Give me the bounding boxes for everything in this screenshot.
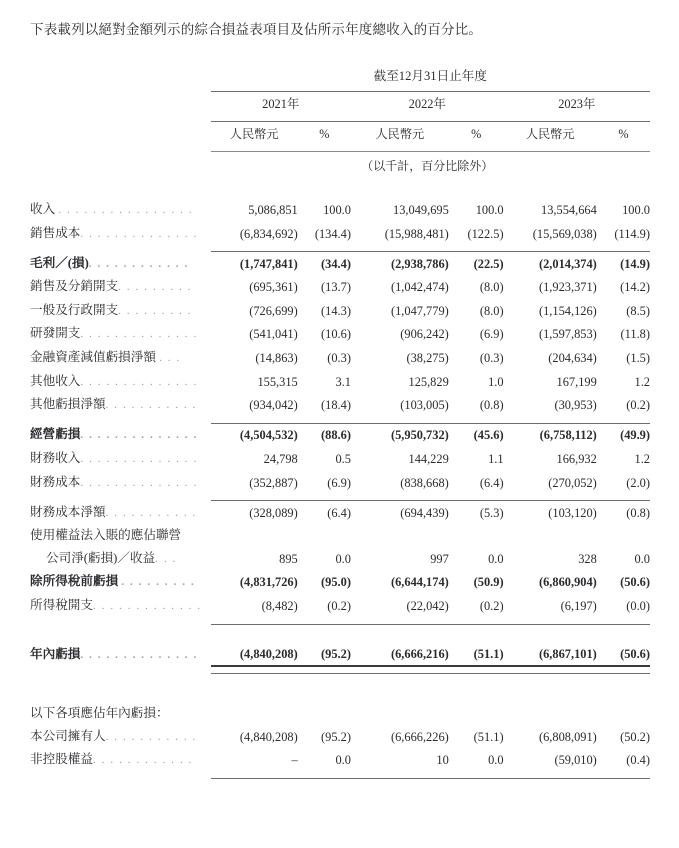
leader-dots: . . . . . . . . . . . . . .: [80, 648, 198, 661]
cell-2023-amount: (30,953): [554, 398, 597, 413]
cell-2023-pct: (8.5): [626, 303, 650, 318]
header-percent-2023: %: [618, 127, 629, 141]
leader-dots: . . .: [155, 552, 177, 565]
cell-2022-amount: (103,005): [400, 398, 449, 413]
cell-2022-amount: (2,938,786): [390, 256, 449, 271]
spacer: [30, 692, 650, 701]
cell-2021-amount: (352,887): [249, 475, 298, 490]
cell-2021-amount: 24,798: [263, 451, 298, 466]
cell-2023-pct: (49.9): [620, 428, 650, 443]
header-year-2021: 2021年: [262, 97, 300, 111]
cell-2021-pct: (95.0): [321, 575, 351, 590]
pre-total-gap: [30, 624, 650, 643]
row-label-owners-of-company: 本公司擁有人. . . . . . . . . . .: [30, 728, 197, 743]
cell-2021-amount: (695,361): [249, 280, 298, 295]
cell-2023-amount: (1,154,126): [538, 303, 597, 318]
cell-2023-amount: 328: [578, 551, 597, 566]
table-row: [30, 643, 650, 667]
row-label-general-admin: 一般及行政開支. . . . . . . . .: [30, 302, 193, 317]
row-label-non-controlling-interests: 非控股權益. . . . . . . . . . . .: [30, 752, 194, 767]
row-label-other-losses-net: 其他虧損淨額. . . . . . . . . . .: [30, 397, 197, 412]
rule-seg: [449, 772, 504, 779]
cell-2023-amount: 167,199: [556, 374, 597, 389]
cell-2022-pct: (5.3): [479, 505, 504, 520]
leader-dots: . . . . . . . . .: [121, 576, 196, 589]
header-unit-note-left: [211, 152, 351, 181]
table-row: [30, 524, 650, 547]
leader-dots: . . . . . . . . . . .: [105, 730, 197, 743]
cell-2023-pct: (0.0): [626, 599, 650, 613]
table-row: [30, 594, 650, 618]
cell-2022-pct: (51.1): [473, 729, 504, 744]
row-label-selling-distribution: 銷售及分銷開支. . . . . . . . .: [30, 279, 193, 294]
table-row: [30, 198, 650, 222]
cell-2021-amount: –: [291, 753, 298, 768]
table-row: [30, 447, 650, 471]
cell-2022-amount: (1,042,474): [390, 280, 449, 295]
cell-2021-pct: (0.3): [327, 351, 351, 366]
row-label-net-finance-costs: 財務成本淨額. . . . . . . . . . .: [30, 504, 197, 519]
cell-2023-amount: (6,197): [560, 599, 597, 613]
header-bottom-gap: [30, 180, 650, 198]
cell-2021-amount: (6,834,692): [239, 226, 298, 241]
table-row: [30, 393, 650, 417]
row-label-rnd-expenses: 研發開支. . . . . . . . . . . . . .: [30, 326, 198, 341]
cell-2023-pct: (0.4): [626, 753, 650, 768]
cell-2021-amount: (4,840,208): [239, 646, 298, 661]
rule-seg: [504, 772, 597, 779]
table-row: [30, 370, 650, 394]
grand-total-double-rule: [30, 666, 650, 673]
header-year-2023: 2023年: [558, 97, 596, 111]
cell-2023-amount: (270,052): [548, 475, 597, 490]
header-unit-note-right: [504, 152, 650, 181]
cell-2021-pct: (95.2): [321, 729, 351, 744]
table-row: [30, 252, 650, 276]
cell-2021-pct: (34.4): [321, 256, 351, 271]
cell-2023-pct: (2.0): [626, 475, 650, 490]
cell-2021-pct: 0.0: [335, 551, 351, 566]
cell-2022-amount: (38,275): [406, 351, 449, 366]
cell-2021-pct: (134.4): [314, 226, 351, 241]
cell-2022-pct: (51.1): [473, 646, 504, 661]
header-span-row: [30, 66, 650, 86]
header-year-row: [30, 92, 650, 117]
rule-seg: [211, 772, 298, 779]
row-label-loss-for-the-year: 年內虧損. . . . . . . . . . . . . .: [30, 646, 198, 661]
cell-2023-pct: (0.2): [626, 398, 650, 413]
row-label-operating-loss: 經營虧損. . . . . . . . . . . . . .: [30, 427, 198, 442]
attribution-heading-row: [30, 701, 650, 725]
header-percent-2022: %: [471, 127, 482, 141]
cell-2021-amount: 895: [279, 551, 298, 566]
cell-2023-amount: (1,597,853): [538, 327, 597, 342]
cell-2023-amount: (1,923,371): [538, 280, 597, 295]
row-label-impairment-financial-assets: 金融資產減值虧損淨額 . . .: [30, 350, 181, 365]
spacer: [30, 673, 650, 692]
cell-2023-amount: (2,014,374): [538, 256, 597, 271]
header-unit-row: [30, 122, 650, 147]
leader-dots: . . . . . . . . .: [118, 304, 193, 317]
rule-gap: [30, 772, 211, 779]
cell-2023-pct: 100.0: [622, 203, 650, 217]
cell-2022-amount: (6,666,226): [390, 729, 449, 744]
cell-2021-amount: (1,747,841): [239, 256, 298, 271]
leader-dots: . . . . . . . . .: [118, 281, 193, 294]
cell-2022-pct: (6.4): [479, 475, 504, 490]
leader-dots: . . . . . . . . . . . . . .: [80, 476, 198, 489]
cell-2022-pct: (45.6): [473, 428, 504, 443]
header-period-title: 截至12月31日止年度: [373, 69, 487, 83]
header-year-2022: 2022年: [408, 97, 446, 111]
table-row: [30, 471, 650, 495]
cell-2022-amount: (6,666,216): [390, 646, 449, 661]
header-currency-2021: 人民幣元: [229, 127, 279, 141]
cell-2023-pct: [597, 524, 650, 547]
row-label-income-tax-expense: 所得稅開支. . . . . . . . . . . . .: [30, 598, 202, 612]
cell-2023-pct: 0.0: [634, 551, 650, 566]
cell-2023-pct: (50.6): [620, 646, 650, 661]
row-label-finance-income: 財務收入. . . . . . . . . . . . . .: [30, 450, 198, 465]
cell-2022-amount: (838,668): [400, 475, 449, 490]
cell-2021-amount: (8,482): [261, 599, 298, 613]
rule-seg: [298, 772, 351, 779]
cell-2022-pct: (50.9): [473, 575, 504, 590]
header-currency-2023: 人民幣元: [525, 127, 575, 141]
rule-seg: [597, 666, 650, 673]
cell-2022-pct: (22.5): [473, 256, 504, 271]
attribution-bottom-rule: [30, 772, 650, 779]
cell-2021-amount: 5,086,851: [248, 203, 298, 217]
table-row: [30, 222, 650, 246]
leader-dots: . . . . . . . . . . .: [105, 399, 197, 412]
cell-2022-amount: 125,829: [408, 374, 449, 389]
header-spacer: [30, 66, 211, 86]
cell-2022-pct: (122.5): [467, 226, 504, 241]
header-spacer: [30, 92, 211, 117]
cell-2021-amount: (934,042): [249, 398, 298, 413]
cell-2023-pct: (50.2): [620, 729, 650, 744]
cell-2021-pct: 100.0: [323, 203, 351, 217]
leader-dots: . . . . . . . . . . . . . .: [80, 227, 198, 240]
table-row: [30, 547, 650, 571]
leader-dots: . . . . . . . . . . . .: [92, 754, 194, 767]
cell-2023-pct: (14.9): [620, 256, 650, 271]
cell-2022-amount: 13,049,695: [393, 203, 449, 217]
cell-2022-pct: (0.2): [479, 599, 504, 613]
header-spacer: [30, 122, 211, 147]
row-label-finance-costs: 財務成本. . . . . . . . . . . . . .: [30, 474, 198, 489]
table-row: [30, 570, 650, 594]
cell-2023-amount: (59,010): [554, 753, 597, 768]
cell-2023-amount: 166,932: [556, 451, 597, 466]
cell-2021-amount: (4,831,726): [239, 575, 298, 590]
header-currency-2022: 人民幣元: [375, 127, 425, 141]
attribution-gap-2: [30, 692, 650, 701]
cell-2023-amount: (6,758,112): [539, 428, 597, 443]
rule-seg: [351, 666, 449, 673]
cell-2021-amount: (4,840,208): [239, 729, 298, 744]
cell-2022-amount: (694,439): [400, 505, 449, 520]
leader-dots: . . . . . . . . . . .: [105, 506, 197, 519]
cell-2021-amount: (328,089): [249, 505, 298, 520]
cell-2022-amount: (906,242): [400, 327, 449, 342]
spacer: [30, 180, 650, 198]
spacer: [30, 624, 650, 643]
cell-2022-amount: (5,950,732): [390, 428, 449, 443]
table-row: [30, 299, 650, 323]
cell-2022-pct: (0.3): [479, 351, 504, 366]
cell-2023-amount: (6,867,101): [538, 646, 597, 661]
cell-2021-pct: (6.4): [327, 505, 351, 520]
cell-2021-pct: [298, 524, 351, 547]
rule-seg: [351, 772, 449, 779]
header-spacer: [30, 152, 211, 181]
rule-seg: [504, 666, 597, 673]
header-unit-note: （以千計，百分比除外）: [361, 159, 494, 173]
cell-2022-pct: [449, 524, 504, 547]
row-label-revenue: 收入 . . . . . . . . . . . . . . . .: [30, 202, 194, 216]
cell-2022-amount: 144,229: [408, 451, 449, 466]
header-percent-2021: %: [319, 127, 330, 141]
cell-2021-pct: 0.0: [335, 753, 351, 768]
cell-2021-pct: 3.1: [335, 374, 351, 389]
table-row: [30, 423, 650, 447]
cell-2023-pct: (50.6): [620, 575, 650, 590]
cell-2022-amount: [351, 524, 449, 547]
row-label-gross-profit-loss: 毛利／(損). . . . . . . . . . . .: [30, 255, 189, 270]
leader-dots: . . . . . . . . . . . . . .: [80, 375, 198, 388]
cell-2021-pct: (0.2): [327, 599, 351, 613]
attribution-heading: 以下各項應佔年內虧損：: [30, 705, 169, 720]
row-label-other-income: 其他收入. . . . . . . . . . . . . .: [30, 373, 198, 388]
cell-2021-pct: (6.9): [327, 475, 351, 490]
cell-2022-pct: 0.0: [488, 753, 504, 768]
row-label-share-of-associates-line2: 公司淨(虧損)／收益. . .: [46, 550, 177, 565]
cell-2023-pct: (1.5): [626, 351, 650, 366]
cell-2022-pct: (0.8): [479, 398, 504, 413]
leader-dots: . . . . . . . . . . . .: [88, 257, 189, 270]
leader-dots: . . . . . . . . . . . . . .: [80, 328, 198, 341]
cell-2023-amount: (103,120): [548, 505, 597, 520]
cell-2022-pct: 1.1: [488, 451, 504, 466]
cell-2022-amount: 997: [430, 551, 449, 566]
cell-2021-pct: (95.2): [321, 646, 351, 661]
cell-2021-pct: (13.7): [321, 280, 351, 295]
cell-2022-amount: (15,988,481): [384, 226, 449, 241]
rule-seg: [449, 666, 504, 673]
cell-2023-amount: (6,860,904): [538, 575, 597, 590]
cell-2023-pct: (11.8): [620, 327, 650, 342]
row-label-loss-before-tax: 除所得稅前虧損 . . . . . . . . .: [30, 574, 196, 589]
cell-2021-amount: 155,315: [257, 374, 298, 389]
cell-2023-pct: 1.2: [634, 374, 650, 389]
cell-2023-amount: (15,569,038): [532, 226, 597, 241]
income-statement-table: [30, 66, 650, 779]
table-row: [30, 322, 650, 346]
cell-2023-pct: (114.9): [614, 226, 650, 241]
cell-2021-amount: (14,863): [255, 351, 298, 366]
cell-2021-amount: (726,699): [249, 303, 298, 318]
rule-seg: [597, 772, 650, 779]
cell-2022-pct: 1.0: [488, 374, 504, 389]
table-row: [30, 346, 650, 370]
header-note-row: [30, 152, 650, 181]
rule-gap: [30, 666, 211, 673]
cell-2021-amount: (541,041): [249, 327, 298, 342]
cell-2022-amount: (6,644,174): [390, 575, 449, 590]
table-row: [30, 748, 650, 772]
row-label-cost-of-sales: 銷售成本. . . . . . . . . . . . . .: [30, 225, 198, 240]
cell-2023-amount: [504, 524, 597, 547]
cell-2022-amount: (22,042): [406, 599, 449, 613]
rule-seg: [211, 666, 298, 673]
cell-2022-pct: 100.0: [475, 203, 504, 217]
leader-dots: . . . . . . . . . . . . . . . .: [58, 204, 194, 216]
leader-dots: . . . . . . . . . . . . . .: [80, 429, 198, 442]
cell-2023-amount: 13,554,664: [541, 203, 597, 217]
cell-2023-amount: (204,634): [548, 351, 597, 366]
intro-paragraph: 下表載列以絕對金額列示的綜合損益表項目及佔所示年度總收入的百分比。: [30, 22, 483, 37]
leader-dots: . . . . . . . . . . . . . .: [80, 452, 198, 465]
leader-dots: . . . . . . . . . . . . .: [92, 600, 202, 612]
cell-2021-pct: 0.5: [335, 451, 351, 466]
cell-2022-pct: (6.9): [479, 327, 504, 342]
cell-2022-amount: 10: [436, 753, 449, 768]
cell-2023-pct: (14.2): [620, 280, 650, 295]
cell-2023-pct: 1.2: [634, 451, 650, 466]
cell-2022-pct: (8.0): [479, 303, 504, 318]
cell-2022-amount: (1,047,779): [390, 303, 449, 318]
attribution-gap: [30, 673, 650, 692]
cell-2021-amount: [211, 524, 298, 547]
cell-2021-pct: (14.3): [321, 303, 351, 318]
rule-seg: [298, 666, 351, 673]
cell-2021-pct: (88.6): [321, 428, 351, 443]
cell-2021-amount: (4,504,532): [239, 428, 298, 443]
cell-2022-pct: 0.0: [488, 551, 504, 566]
row-label-share-of-associates-line1: 使用權益法入賬的應佔聯營: [30, 528, 182, 543]
cell-2023-amount: (6,808,091): [538, 729, 597, 744]
table-row: [30, 501, 650, 525]
table-row: [30, 275, 650, 299]
cell-2021-pct: (10.6): [321, 327, 351, 342]
cell-2023-pct: (0.8): [626, 505, 650, 520]
cell-2022-pct: (8.0): [479, 280, 504, 295]
leader-dots: . . .: [159, 352, 181, 365]
cell-2021-pct: (18.4): [321, 398, 351, 413]
table-row: [30, 725, 650, 749]
